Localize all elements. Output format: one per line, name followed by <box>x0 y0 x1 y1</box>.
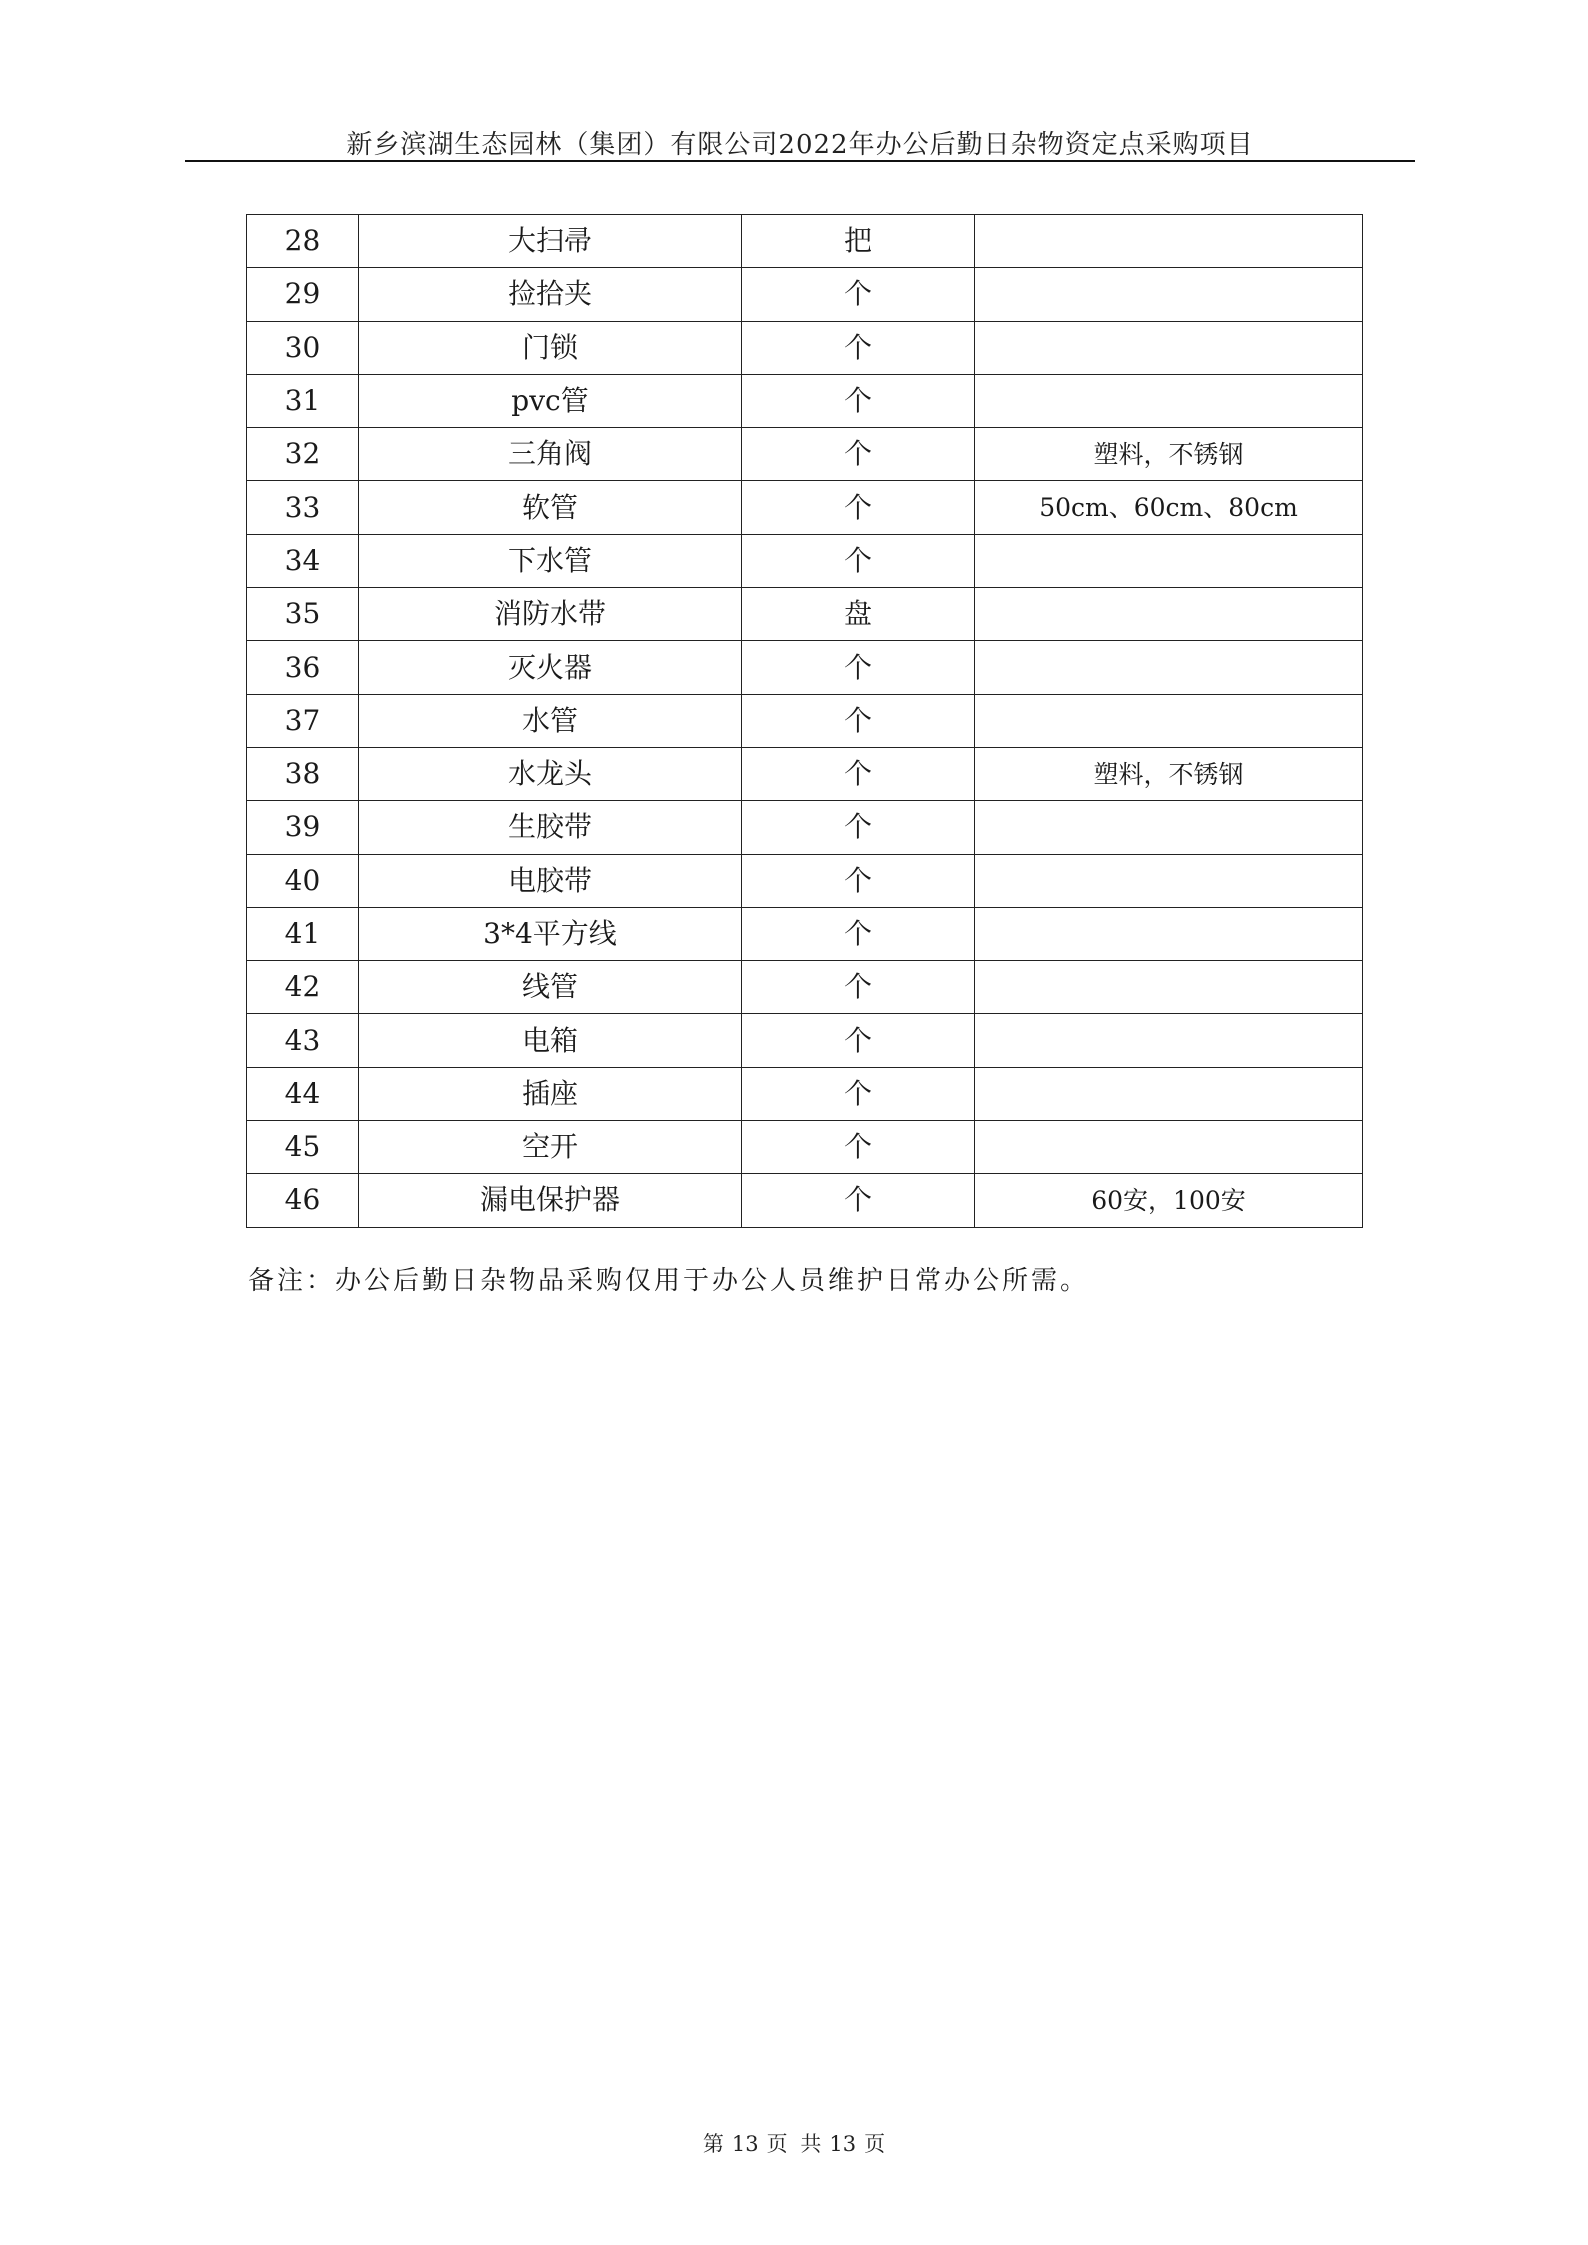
cell-item-unit: 个 <box>742 1014 975 1067</box>
footer-prefix: 第 <box>702 2132 724 2156</box>
cell-item-unit: 个 <box>742 374 975 427</box>
cell-item-number: 34 <box>247 534 359 587</box>
cell-item-number: 40 <box>247 854 359 907</box>
footer-suffix: 页 <box>864 2132 886 2156</box>
cell-item-unit: 个 <box>742 747 975 800</box>
cell-item-unit: 个 <box>742 907 975 960</box>
remark-note: 备注：办公后勤日杂物品采购仅用于办公人员维护日常办公所需。 <box>248 1266 1090 1296</box>
cell-item-name: 捡拾夹 <box>359 268 742 321</box>
cell-item-unit: 个 <box>742 1067 975 1120</box>
cell-item-unit: 个 <box>742 428 975 481</box>
cell-item-unit: 盘 <box>742 588 975 641</box>
cell-item-number: 37 <box>247 694 359 747</box>
cell-item-number: 38 <box>247 747 359 800</box>
cell-item-name: 灭火器 <box>359 641 742 694</box>
cell-item-spec <box>975 1014 1363 1067</box>
cell-item-name: 线管 <box>359 961 742 1014</box>
cell-item-name: 电胶带 <box>359 854 742 907</box>
cell-item-unit: 个 <box>742 694 975 747</box>
cell-item-name: 消防水带 <box>359 588 742 641</box>
table-row <box>247 961 1363 1014</box>
table-row <box>247 1067 1363 1120</box>
cell-item-number: 33 <box>247 481 359 534</box>
table-row <box>247 321 1363 374</box>
cell-item-unit: 把 <box>742 215 975 268</box>
cell-item-number: 42 <box>247 961 359 1014</box>
cell-item-name: 插座 <box>359 1067 742 1120</box>
cell-item-unit: 个 <box>742 854 975 907</box>
cell-item-unit: 个 <box>742 1121 975 1174</box>
table-row <box>247 534 1363 587</box>
cell-item-spec <box>975 1121 1363 1174</box>
table-row <box>247 641 1363 694</box>
cell-item-spec: 塑料，不锈钢 <box>975 428 1363 481</box>
page-header-title: 新乡滨湖生态园林（集团）有限公司2022年办公后勤日杂物资定点采购项目 <box>346 130 1254 160</box>
table-row <box>247 801 1363 854</box>
table-row <box>247 1174 1363 1227</box>
table-row <box>247 1121 1363 1174</box>
table-row <box>247 588 1363 641</box>
table-row <box>247 268 1363 321</box>
table-row <box>247 1014 1363 1067</box>
cell-item-name: 软管 <box>359 481 742 534</box>
table-row <box>247 907 1363 960</box>
cell-item-name: 生胶带 <box>359 801 742 854</box>
table-row <box>247 428 1363 481</box>
cell-item-name: 门锁 <box>359 321 742 374</box>
procurement-items-table <box>246 214 1363 1228</box>
cell-item-name: 3*4平方线 <box>359 907 742 960</box>
footer-current-page: 13 <box>731 2132 759 2156</box>
table-row <box>247 215 1363 268</box>
cell-item-number: 29 <box>247 268 359 321</box>
table-row <box>247 747 1363 800</box>
cell-item-spec <box>975 534 1363 587</box>
cell-item-name: 三角阀 <box>359 428 742 481</box>
cell-item-unit: 个 <box>742 321 975 374</box>
cell-item-spec <box>975 961 1363 1014</box>
cell-item-unit: 个 <box>742 961 975 1014</box>
cell-item-spec <box>975 215 1363 268</box>
cell-item-spec <box>975 321 1363 374</box>
cell-item-name: 电箱 <box>359 1014 742 1067</box>
cell-item-number: 28 <box>247 215 359 268</box>
cell-item-name: 大扫帚 <box>359 215 742 268</box>
header-divider <box>185 160 1415 162</box>
cell-item-number: 30 <box>247 321 359 374</box>
cell-item-spec <box>975 374 1363 427</box>
page-footer <box>0 2128 1588 2158</box>
cell-item-number: 32 <box>247 428 359 481</box>
cell-item-name: 空开 <box>359 1121 742 1174</box>
cell-item-number: 43 <box>247 1014 359 1067</box>
cell-item-name: 下水管 <box>359 534 742 587</box>
cell-item-unit: 个 <box>742 641 975 694</box>
table-row <box>247 374 1363 427</box>
cell-item-name: 水龙头 <box>359 747 742 800</box>
cell-item-unit: 个 <box>742 801 975 854</box>
cell-item-number: 36 <box>247 641 359 694</box>
cell-item-spec <box>975 268 1363 321</box>
cell-item-spec <box>975 641 1363 694</box>
table-row <box>247 694 1363 747</box>
cell-item-spec <box>975 1067 1363 1120</box>
cell-item-unit: 个 <box>742 1174 975 1227</box>
footer-middle: 页 共 <box>766 2132 822 2156</box>
cell-item-spec <box>975 854 1363 907</box>
cell-item-spec <box>975 907 1363 960</box>
table-row <box>247 854 1363 907</box>
items-table-body <box>247 215 1363 1228</box>
cell-item-spec: 50cm、60cm、80cm <box>975 481 1363 534</box>
cell-item-number: 44 <box>247 1067 359 1120</box>
cell-item-name: 漏电保护器 <box>359 1174 742 1227</box>
cell-item-number: 31 <box>247 374 359 427</box>
table-row <box>247 481 1363 534</box>
cell-item-spec <box>975 801 1363 854</box>
cell-item-unit: 个 <box>742 534 975 587</box>
cell-item-number: 41 <box>247 907 359 960</box>
cell-item-spec <box>975 588 1363 641</box>
cell-item-name: pvc管 <box>359 374 742 427</box>
cell-item-number: 39 <box>247 801 359 854</box>
footer-total-pages: 13 <box>829 2132 857 2156</box>
cell-item-unit: 个 <box>742 481 975 534</box>
cell-item-number: 45 <box>247 1121 359 1174</box>
cell-item-number: 35 <box>247 588 359 641</box>
cell-item-name: 水管 <box>359 694 742 747</box>
cell-item-number: 46 <box>247 1174 359 1227</box>
cell-item-spec: 60安，100安 <box>975 1174 1363 1227</box>
cell-item-spec: 塑料，不锈钢 <box>975 747 1363 800</box>
cell-item-spec <box>975 694 1363 747</box>
cell-item-unit: 个 <box>742 268 975 321</box>
